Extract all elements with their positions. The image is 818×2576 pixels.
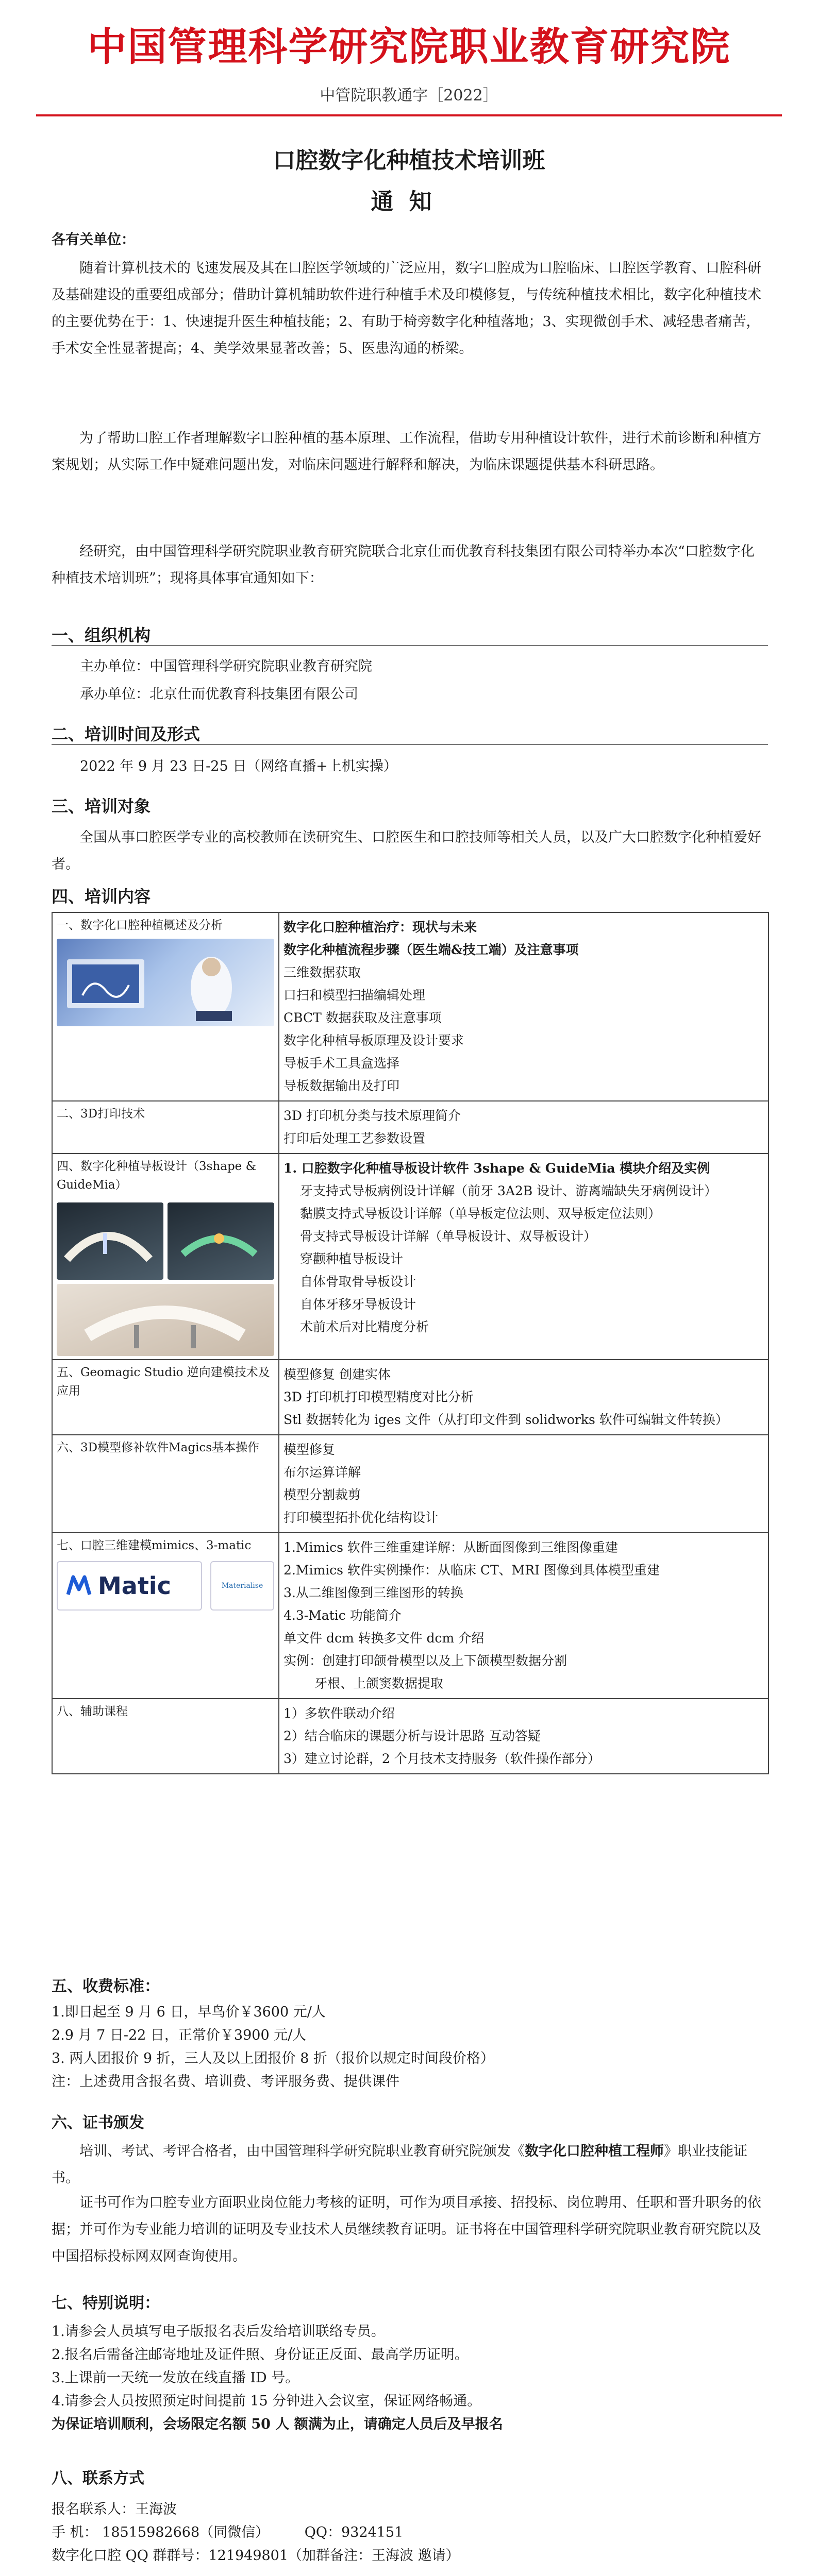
section-7-heading: 七、特别说明：: [52, 2294, 160, 2312]
intro-paragraph-3: 经研究，由中国管理科学研究院职业教育研究院联合北京仕而优教育科技集团有限公司特举办本次“口腔数字化种植技术培训班”；现将具体事宜通知如下：: [52, 544, 755, 586]
course-category: [52, 1699, 279, 1774]
matic-logos: [57, 1561, 274, 1611]
list-item: 1.Mimics 软件三维重建详解：从断面图像到三维图像重建: [283, 1540, 618, 1555]
section-2-heading: 二、培训时间及形式: [52, 724, 201, 744]
course-items: [279, 1360, 769, 1435]
guide-model-image: [168, 1202, 274, 1280]
list-item: 1）多软件联动介绍: [283, 1706, 395, 1721]
list-item: 自体骨取骨导板设计: [300, 1274, 416, 1289]
host-line: [80, 653, 796, 680]
course-category: [52, 1360, 279, 1435]
category-label: 二、3D打印技术: [57, 1107, 145, 1121]
course-category: [52, 1154, 279, 1360]
category-label: 一、数字化口腔种植概述及分析: [57, 919, 223, 932]
group-value: 121949801（加群备注：王海波 邀请）: [208, 2548, 460, 2564]
list-item: 单文件 dcm 转换多文件 dcm 介绍: [283, 1631, 485, 1646]
intro-paragraph-1: 随着计算机技术的飞速发展及其在口腔医学领域的广泛应用，数字口腔成为口腔临床、口腔医学教育、口腔科研及基础建设的重要组成部分；借助计算机辅助软件进行种植手术及印模修复，与传统种植技术相比，数字化种植技术的主要优势在于：1、快速提升医生种植技能；2、有助于椅旁数字化种植落地；3、实现微创手术、减轻患者痛苦，手术安全性显著提高；4、美学效果显著改善；5、医患沟通的桥梁。: [52, 260, 761, 357]
table-row: [52, 1435, 769, 1533]
course-items: [279, 1699, 769, 1774]
list-item: 自体牙移牙导板设计: [300, 1297, 416, 1312]
fee-line: 1.即日起至 9 月 6 日，早鸟价￥3600 元/人: [52, 2004, 326, 2020]
list-item: 穿颧种植导板设计: [300, 1251, 404, 1266]
list-item: 实例：创建打印颌骨模型以及上下颌模型数据分割: [283, 1653, 567, 1668]
notice-title: 口腔数字化种植技术培训班: [273, 147, 545, 174]
course-items: [279, 1154, 769, 1360]
category-label: 七、口腔三维建模mimics、3-matic: [57, 1539, 252, 1552]
document-number: 中管院职教通字［2022］: [320, 87, 498, 105]
training-audience: 全国从事口腔医学专业的高校教师在读研究生、口腔医生和口腔技师等相关人员，以及广大口腔数字化种植爱好者。: [52, 829, 761, 872]
list-item: 数字化口腔种植治疗：现状与未来: [283, 920, 477, 935]
list-item: 三维数据获取: [283, 965, 361, 980]
matic-logo-icon: [65, 1572, 93, 1600]
guide-software-image: [57, 1202, 163, 1280]
list-item: 术前术后对比精度分析: [300, 1319, 429, 1334]
list-item: 口扫和模型扫描编辑处理: [283, 988, 426, 1003]
list-item: 模型分割裁剪: [283, 1487, 361, 1502]
notice-subtitle: 通知: [371, 189, 447, 215]
list-item: 3D 打印机分类与技术原理简介: [283, 1108, 461, 1123]
training-time: 2022 年 9 月 23 日-25 日（网络直播+上机实操）: [80, 758, 397, 774]
implant-model-image: [57, 1284, 274, 1356]
list-item: 3.从二维图像到三维图形的转换: [283, 1585, 463, 1600]
certificate-paragraph-2: 证书可作为口腔专业方面职业岗位能力考核的证明，可作为项目承接、招投标、岗位聘用、任职和晋升职务的依据；并可作为专业能力培训的证明及专业技术人员继续教育证明。证书将在中国管理科学研究院职业教育研究院以及中国招标投标网双网查询使用。: [52, 2195, 761, 2264]
list-item: 导板手术工具盒选择: [283, 1056, 400, 1071]
phone-value: 18515982668（同微信）: [102, 2524, 270, 2540]
section-6-heading: 六、证书颁发: [52, 2114, 144, 2132]
note-line: 2.报名后需备注邮寄地址及证件照、身份证正反面、最高学历证明。: [52, 2347, 469, 2363]
host-value: 中国管理科学研究院职业教育研究院: [149, 658, 372, 674]
table-row: [52, 1154, 769, 1360]
table-row: [52, 912, 769, 1101]
fee-line: 2.9 月 7 日-22 日，正常价￥3900 元/人: [52, 2027, 307, 2043]
category-label: 四、数字化种植导板设计（3shape & GuideMia）: [57, 1160, 257, 1192]
course-items: [279, 1101, 769, 1154]
course-category: [52, 912, 279, 1101]
category-label: 六、3D模型修补软件Magics基本操作: [57, 1441, 260, 1454]
list-item: 导板数据输出及打印: [283, 1078, 400, 1093]
matic-logo-text: Matic: [98, 1572, 171, 1600]
table-row: [52, 1699, 769, 1774]
note-line: 1.请参会人员填写电子版报名表后发给培训联络专员。: [52, 2324, 385, 2340]
list-item: Stl 数据转化为 iges 文件（从打印文件到 solidworks 软件可编辑文件转换）: [283, 1412, 728, 1427]
section-8-heading: 八、联系方式: [52, 2469, 144, 2487]
course-category: [52, 1435, 279, 1533]
course-items: [279, 1435, 769, 1533]
salutation: 各有关单位：: [52, 232, 135, 248]
red-divider: [36, 114, 782, 116]
list-item: 1. 口腔数字化种植导板设计软件 3shape & GuideMia 模块介绍及实例: [283, 1161, 710, 1176]
list-item: 3D 打印机打印模型精度对比分析: [283, 1389, 474, 1404]
intro-paragraph-2: 为了帮助口腔工作者理解数字口腔种植的基本原理、工作流程，借助专用种植设计软件，进行术前诊断和种植方案规划；从实际工作中疑难问题出发，对临床问题进行解释和解决，为临床课题提供基本科研思路。: [52, 430, 761, 473]
certificate-text: 培训、考试、考评合格者，由中国管理科学研究院职业教育研究院颁发《: [79, 2143, 525, 2159]
fee-note: 注：上述费用含报名费、培训费、考评服务费、提供课件: [52, 2074, 399, 2090]
dental-workstation-image: [57, 939, 274, 1026]
org-title: 中国管理科学研究院职业教育研究院: [87, 24, 731, 70]
certificate-name: 数字化口腔种植工程师: [525, 2143, 664, 2159]
list-item: 布尔运算详解: [283, 1465, 361, 1480]
list-item: 牙支持式导板病例设计详解（前牙 3A2B 设计、游离端缺失牙病例设计）: [300, 1183, 717, 1198]
list-item: 3）建立讨论群，2 个月技术支持服务（软件操作部分）: [283, 1751, 600, 1766]
list-item: 数字化种植导板原理及设计要求: [283, 1033, 464, 1048]
list-item: 骨支持式导板设计详解（单导板设计、双导板设计）: [300, 1229, 597, 1244]
fee-line: 3. 两人团报价 9 折，三人及以上团报价 8 折（报价以规定时间段价格）: [52, 2050, 495, 2066]
group-line: [52, 2543, 768, 2569]
contact-name: 王海波: [135, 2501, 177, 2517]
table-row: [52, 1533, 769, 1699]
list-item: 模型修复: [283, 1442, 336, 1457]
organizer-label: 承办单位：: [80, 686, 149, 702]
note-line: 3.上课前一天统一发放在线直播 ID 号。: [52, 2370, 299, 2386]
course-category: [52, 1533, 279, 1699]
list-item: 牙根、上颌窦数据提取: [314, 1676, 444, 1691]
note-line: 4.请参会人员按照预定时间提前 15 分钟进入会议室，保证网络畅通。: [52, 2393, 481, 2409]
category-label: 五、Geomagic Studio 逆向建模技术及应用: [57, 1366, 270, 1398]
materialise-logo: Materialise: [210, 1561, 274, 1611]
course-items: [279, 1533, 769, 1699]
course-table: [52, 912, 769, 1774]
section-5-heading: 五、收费标准：: [52, 1977, 160, 1995]
organizer-line: [80, 681, 796, 708]
list-item: CBCT 数据获取及注意事项: [283, 1010, 442, 1025]
section-divider: [52, 645, 768, 646]
list-item: 模型修复 创建实体: [283, 1367, 391, 1382]
organizer-value: 北京仕而优教育科技集团有限公司: [149, 686, 358, 702]
list-item: 黏膜支持式导板设计详解（单导板定位法则、双导板定位法则）: [300, 1206, 661, 1221]
group-label: 数字化口腔 QQ 群群号：: [52, 2548, 209, 2564]
section-1-heading: 一、组织机构: [52, 625, 151, 645]
course-items: [279, 912, 769, 1101]
quota-note: 为保证培训顺利，会场限定名额 50 人 额满为止，请确定人员后及早报名: [52, 2416, 503, 2432]
list-item: 2）结合临床的课题分析与设计思路 互动答疑: [283, 1728, 541, 1743]
list-item: 2.Mimics 软件实例操作：从临床 CT、MRI 图像到具体模型重建: [283, 1563, 660, 1578]
table-row: [52, 1360, 769, 1435]
host-label: 主办单位：: [80, 658, 149, 674]
category-label: 八、辅助课程: [57, 1705, 128, 1718]
course-category: [52, 1101, 279, 1154]
contact-label: 报名联系人：: [52, 2501, 135, 2517]
certificate-text: 》职业技能证书。: [52, 2143, 747, 2186]
guide-images: [57, 1198, 274, 1280]
section-3-heading: 三、培训对象: [52, 796, 151, 816]
certificate-paragraph-1: [52, 2138, 768, 2192]
list-item: 打印模型拓扑优化结构设计: [283, 1510, 439, 1525]
list-item: 4.3-Matic 功能简介: [283, 1608, 402, 1623]
matic-logo: [57, 1561, 202, 1611]
list-item: 数字化种植流程步骤（医生端&技工端）及注意事项: [283, 942, 579, 957]
qq-value: 9324151: [341, 2524, 404, 2540]
table-row: [52, 1101, 769, 1154]
header-banner: [0, 0, 818, 72]
section-divider: [52, 744, 768, 745]
list-item: 打印后处理工艺参数设置: [283, 1131, 426, 1146]
section-4-heading: 四、培训内容: [52, 887, 151, 906]
phone-label: 手 机：: [52, 2524, 98, 2540]
qq-label: QQ：: [304, 2524, 342, 2540]
